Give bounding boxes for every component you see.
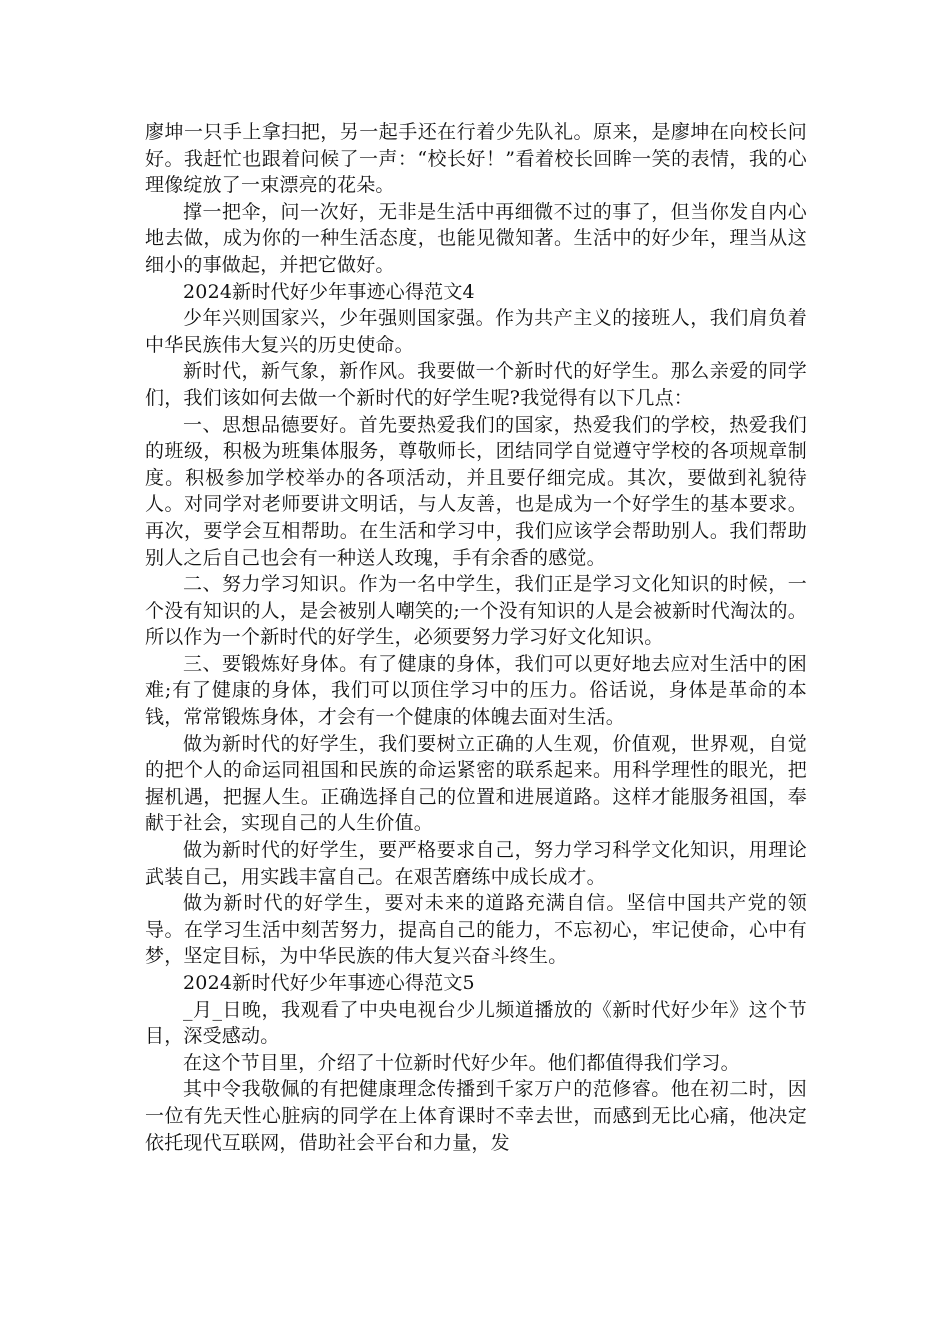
paragraph: 其中令我敬佩的有把健康理念传播到千家万户的范修睿。他在初二时，因一位有先天性心脏病的同学在上体育课时不幸去世，而感到无比心痛，他决定依托现代互联网，借助社会平台和力量，发 bbox=[145, 1078, 807, 1154]
paragraph: 做为新时代的好学生，我们要树立正确的人生观，价值观，世界观，自觉的把个人的命运同祖国和民族的命运紧密的联系起来。用科学理性的眼光，把握机遇，把握人生。正确选择自己的位置和进展道路。这样才能服务祖国，奉献于社会，实现自己的人生价值。 bbox=[145, 732, 807, 835]
paragraph: 做为新时代的好学生，要严格要求自己，努力学习科学文化知识，用理论武装自己，用实践丰富自己。在艰苦磨练中成长成才。 bbox=[145, 839, 807, 888]
section-heading: 2024新时代好少年事迹心得范文5 bbox=[183, 972, 475, 994]
paragraph: 做为新时代的好学生，要对未来的道路充满自信。坚信中国共产党的领导。在学习生活中刻苦努力，提高自己的能力，不忘初心，牢记使命，心中有梦，坚定目标，为中华民族的伟大复兴奋斗终生。 bbox=[145, 892, 807, 968]
paragraph: 新时代，新气象，新作风。我要做一个新时代的好学生。那么亲爱的同学们，我们该如何去做一个新时代的好学生呢?我觉得有以下几点： bbox=[145, 360, 807, 409]
paragraph: 少年兴则国家兴，少年强则国家强。作为共产主义的接班人，我们肩负着中华民族伟大复兴的历史使命。 bbox=[145, 307, 807, 356]
paragraph: 一、思想品德要好。首先要热爱我们的国家，热爱我们的学校，热爱我们的班级，积极为班集体服务，尊敬师长，团结同学自觉遵守学校的各项规章制度。积极参加学校举办的各项活动，并且要仔细完成。其次，要做到礼貌待人。对同学对老师要讲文明话，与人友善，也是成为一个好学生的基本要求。再次，要学会互相帮助。在生活和学习中，我们应该学会帮助别人。我们帮助别人之后自己也会有一种送人玫瑰，手有余香的感觉。 bbox=[145, 413, 807, 569]
paragraph: 在这个节目里，介绍了十位新时代好少年。他们都值得我们学习。 bbox=[183, 1051, 740, 1074]
paragraph: 撑一把伞，问一次好，无非是生活中再细微不过的事了，但当你发自内心地去做，成为你的一种生活态度，也能见微知著。生活中的好少年，理当从这细小的事做起，并把它做好。 bbox=[145, 200, 807, 276]
section-heading: 2024新时代好少年事迹心得范文4 bbox=[183, 280, 475, 303]
paragraph: 二、努力学习知识。作为一名中学生，我们正是学习文化知识的时候，一个没有知识的人，是会被别人嘲笑的;一个没有知识的人是会被新时代淘汰的。所以作为一个新时代的好学生，必须要努力学习好文化知识。 bbox=[145, 573, 807, 649]
paragraph: _月_日晚，我观看了中央电视台少儿频道播放的《新时代好少年》这个节目，深受感动。 bbox=[145, 998, 807, 1048]
paragraph: 三、要锻炼好身体。有了健康的身体，我们可以更好地去应对生活中的困难;有了健康的身体，我们可以顶住学习中的压力。俗话说，身体是革命的本钱，常常锻炼身体，才会有一个健康的体魄去面对生活。 bbox=[145, 652, 807, 729]
document-body bbox=[145, 119, 807, 1156]
paragraph-continuation: 廖坤一只手上拿扫把，另一起手还在行着少先队礼。原来，是廖坤在向校长问好。我赶忙也跟着问候了一声：“校长好！”看着校长回眸一笑的表情，我的心理像绽放了一束漂亮的花朵。 bbox=[145, 121, 807, 197]
